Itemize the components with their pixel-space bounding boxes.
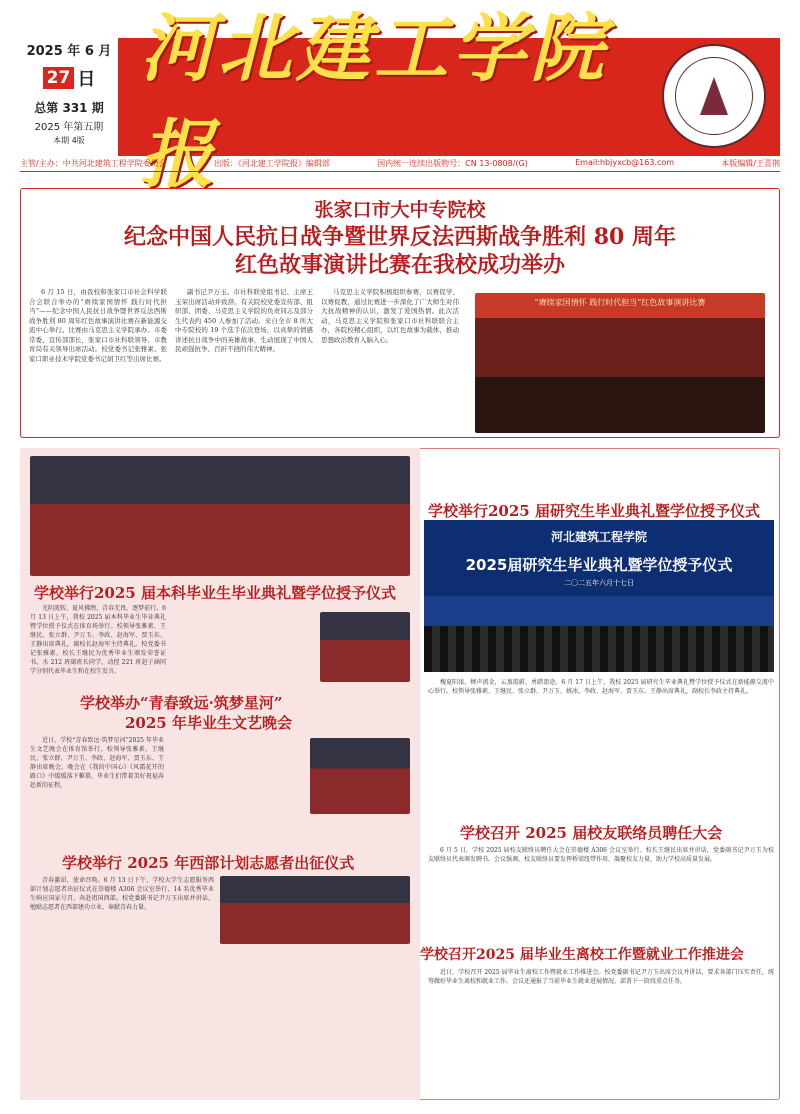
gala-title: 学校举办“青春致远·筑梦星河”: [80, 694, 283, 712]
undergrad-ceremony-photo: [30, 456, 410, 576]
gala-title-2: 2025 年毕业生文艺晚会: [125, 714, 292, 732]
gala-photo: [310, 738, 410, 814]
info-bar: [20, 158, 780, 172]
undergrad-ceremony-title: 学校举行2025 届本科毕业生毕业典礼暨学位授予仪式: [34, 584, 396, 602]
cn-number: 国内统一连续出版物号：CN 13-0808/(G): [377, 159, 528, 168]
article-col-1: 6 月 15 日，由我校和张家口市社会科学联合会联合举办的“赓续家国情怀 践行时代担当”——纪念中国人民抗日战争暨世界反法西斯战争胜利 80 周年红色故事演讲比赛在新能源交流中心举行。比赛由马克思主义学院承办。市委常委、宣传部部长，张家口市社科联领导、市教育局有关领导出席活动。校党委书记张雅素、张家口职业技术学院党委书记胡卫红等出席比赛。: [29, 288, 167, 363]
graduate-ceremony-text: 槐夏阳浓，蝉声流金，云蒸霞蔚，勇踏盈途。6 月 17 日上午，我校 2025 届研究生毕业典礼暨学位授予仪式在新能源交流中心举行。校领导张雅素、王继民、张立群、尹万玉、姚冰、李政、赵海军、贾玉东、王静出席典礼，副校长李政主持典礼。: [428, 679, 774, 695]
article-col-3: 马克思主义学院积极组织参赛，以赛促学、以赛促教，通过比赛进一步深化了广大师生对伟大抗战精神的认识，激发了爱国热情。此次活动，马克思主义学院和张家口市社科联联合主办，各院校精心组织，以红色故事为载体，推动思想政治教育入脑入心。: [321, 288, 459, 344]
publisher: 出版：《河北建工学院报》编辑部: [213, 159, 330, 168]
sponsor: 主管/主办：中共河北建筑工程学院委员会: [20, 159, 167, 168]
issue-date: 2025 年 6 月: [26, 44, 112, 59]
article-kicker: 张家口市大中专院校: [314, 199, 486, 221]
undergrad-cap-photo: [320, 612, 410, 682]
volunteer-photo: [220, 876, 410, 944]
volunteer-title: 学校举行 2025 年西部计划志愿者出征仪式: [62, 854, 355, 872]
volunteer-text: 青春激昂，使命召唤。6 月 13 日下午，学校大学生志愿服务西部计划志愿者出征仪式在崇德楼 A306 会议室举行，14 名优秀毕业生响应国家号召，奔赴祖国西部。校党委副书记尹万玉出席并讲话，勉励志愿者在西部建功立业，奉献青春力量。: [30, 877, 214, 911]
article-headline-2: 红色故事演讲比赛在我校成功举办: [234, 252, 565, 278]
undergrad-ceremony-text: 光阴流转，夏风拂煦，青春无畏，逐梦前行。6 月 13 日上午，我校 2025 届本科毕业生毕业典礼暨学位授予仪式在体育场举行。校领导张雅素、王继民、张立群、尹万玉、李政、赵海军、贾玉东、王静出席典礼，副校长赵海军主持典礼。校党委书记张雅素、校长王继民为优秀毕业生颁发荣誉证书。水 212 班副班长同学、动控 221 班赵子涵同学分别代表毕业生和在校生发言。: [30, 605, 166, 675]
employment-title: 学校召开2025 届毕业生离校工作暨就业工作推进会: [420, 947, 744, 963]
article-headline: 纪念中国人民抗日战争暨世界反法西斯战争胜利 80 周年: [124, 224, 676, 250]
graduate-ceremony-photo: [424, 520, 774, 672]
date-block: [20, 38, 118, 156]
alumni-title: 学校召开 2025 届校友联络员聘任大会: [460, 824, 723, 842]
banner-school-name: 河北建筑工程学院: [550, 530, 647, 544]
article-col-2: 副书记尹万玉、市社科联党组书记、主席王玉荣出席活动并致辞。有关院校党委宣传部、组织部、团委、马克思主义学院的负责同志及部分生代表约 450 人参加了活动。来自全市 8 所大中专院校的 19 个选手依次登场，以真挚的情感讲述抗日战争中的英雄故事，生动展现了中国人民顽强抗争、百折不挠的伟大精神。: [175, 288, 313, 353]
email: Email:hbjyxcb@163.com: [575, 158, 675, 167]
issue-day-unit: 日: [77, 69, 96, 90]
gala-text: 近日，学校“青春致远·筑梦星河”2025 年毕业生文艺晚会在体育馆举行。校领导张雅素、王继民、张立群、尹万玉、李政、赵海军、贾玉东、王静出席晚会。晚会在《我的中国心》《风霜花开的路口》中缓缓落下帷幕，毕业生们带着美好祝福奔赴新的征程。: [30, 737, 164, 789]
issue-number: 总第 331 期: [34, 101, 104, 115]
article-speech-contest: [20, 188, 780, 438]
graduates-crowd: [424, 626, 774, 672]
employment-text: 近日，学校召开 2025 届毕业生离校工作暨就业工作推进会。校党委副书记尹万玉出席会议并讲话，要求各部门压实责任，统筹做好毕业生离校和就业工作。会议还通报了当前毕业生就业进展情况，部署下一阶段重点任务。: [428, 969, 774, 985]
university-seal-icon: [662, 44, 766, 148]
page-editor: 本版编辑/王喜荆: [721, 159, 780, 168]
issue-year: 2025 年第五期: [34, 122, 104, 133]
photo-banner: “赓续家国情怀 践行时代担当”红色故事演讲比赛: [534, 298, 706, 307]
graduate-ceremony-title: 学校举行2025 届研究生毕业典礼暨学位授予仪式: [428, 502, 760, 520]
banner-date: 二〇二五年六月十七日: [564, 579, 634, 587]
banner-ceremony: 2025届研究生毕业典礼暨学位授予仪式: [465, 556, 733, 574]
issue-pages: 本期 4版: [53, 136, 85, 145]
alumni-text: 6 月 5 日，学校 2025 届校友联络员聘任大会在崇德楼 A306 会议室举行。校长王继民出席并讲话，党委副书记尹万玉为校友联络员代表颁发聘书。会议强调，校友联络员要发挥桥梁纽带作用，凝聚校友力量，助力学校高质量发展。: [428, 847, 774, 863]
paper-title: 河北建工学院报: [140, 6, 608, 198]
speech-contest-photo: [475, 293, 765, 433]
issue-day: 27: [43, 67, 75, 89]
